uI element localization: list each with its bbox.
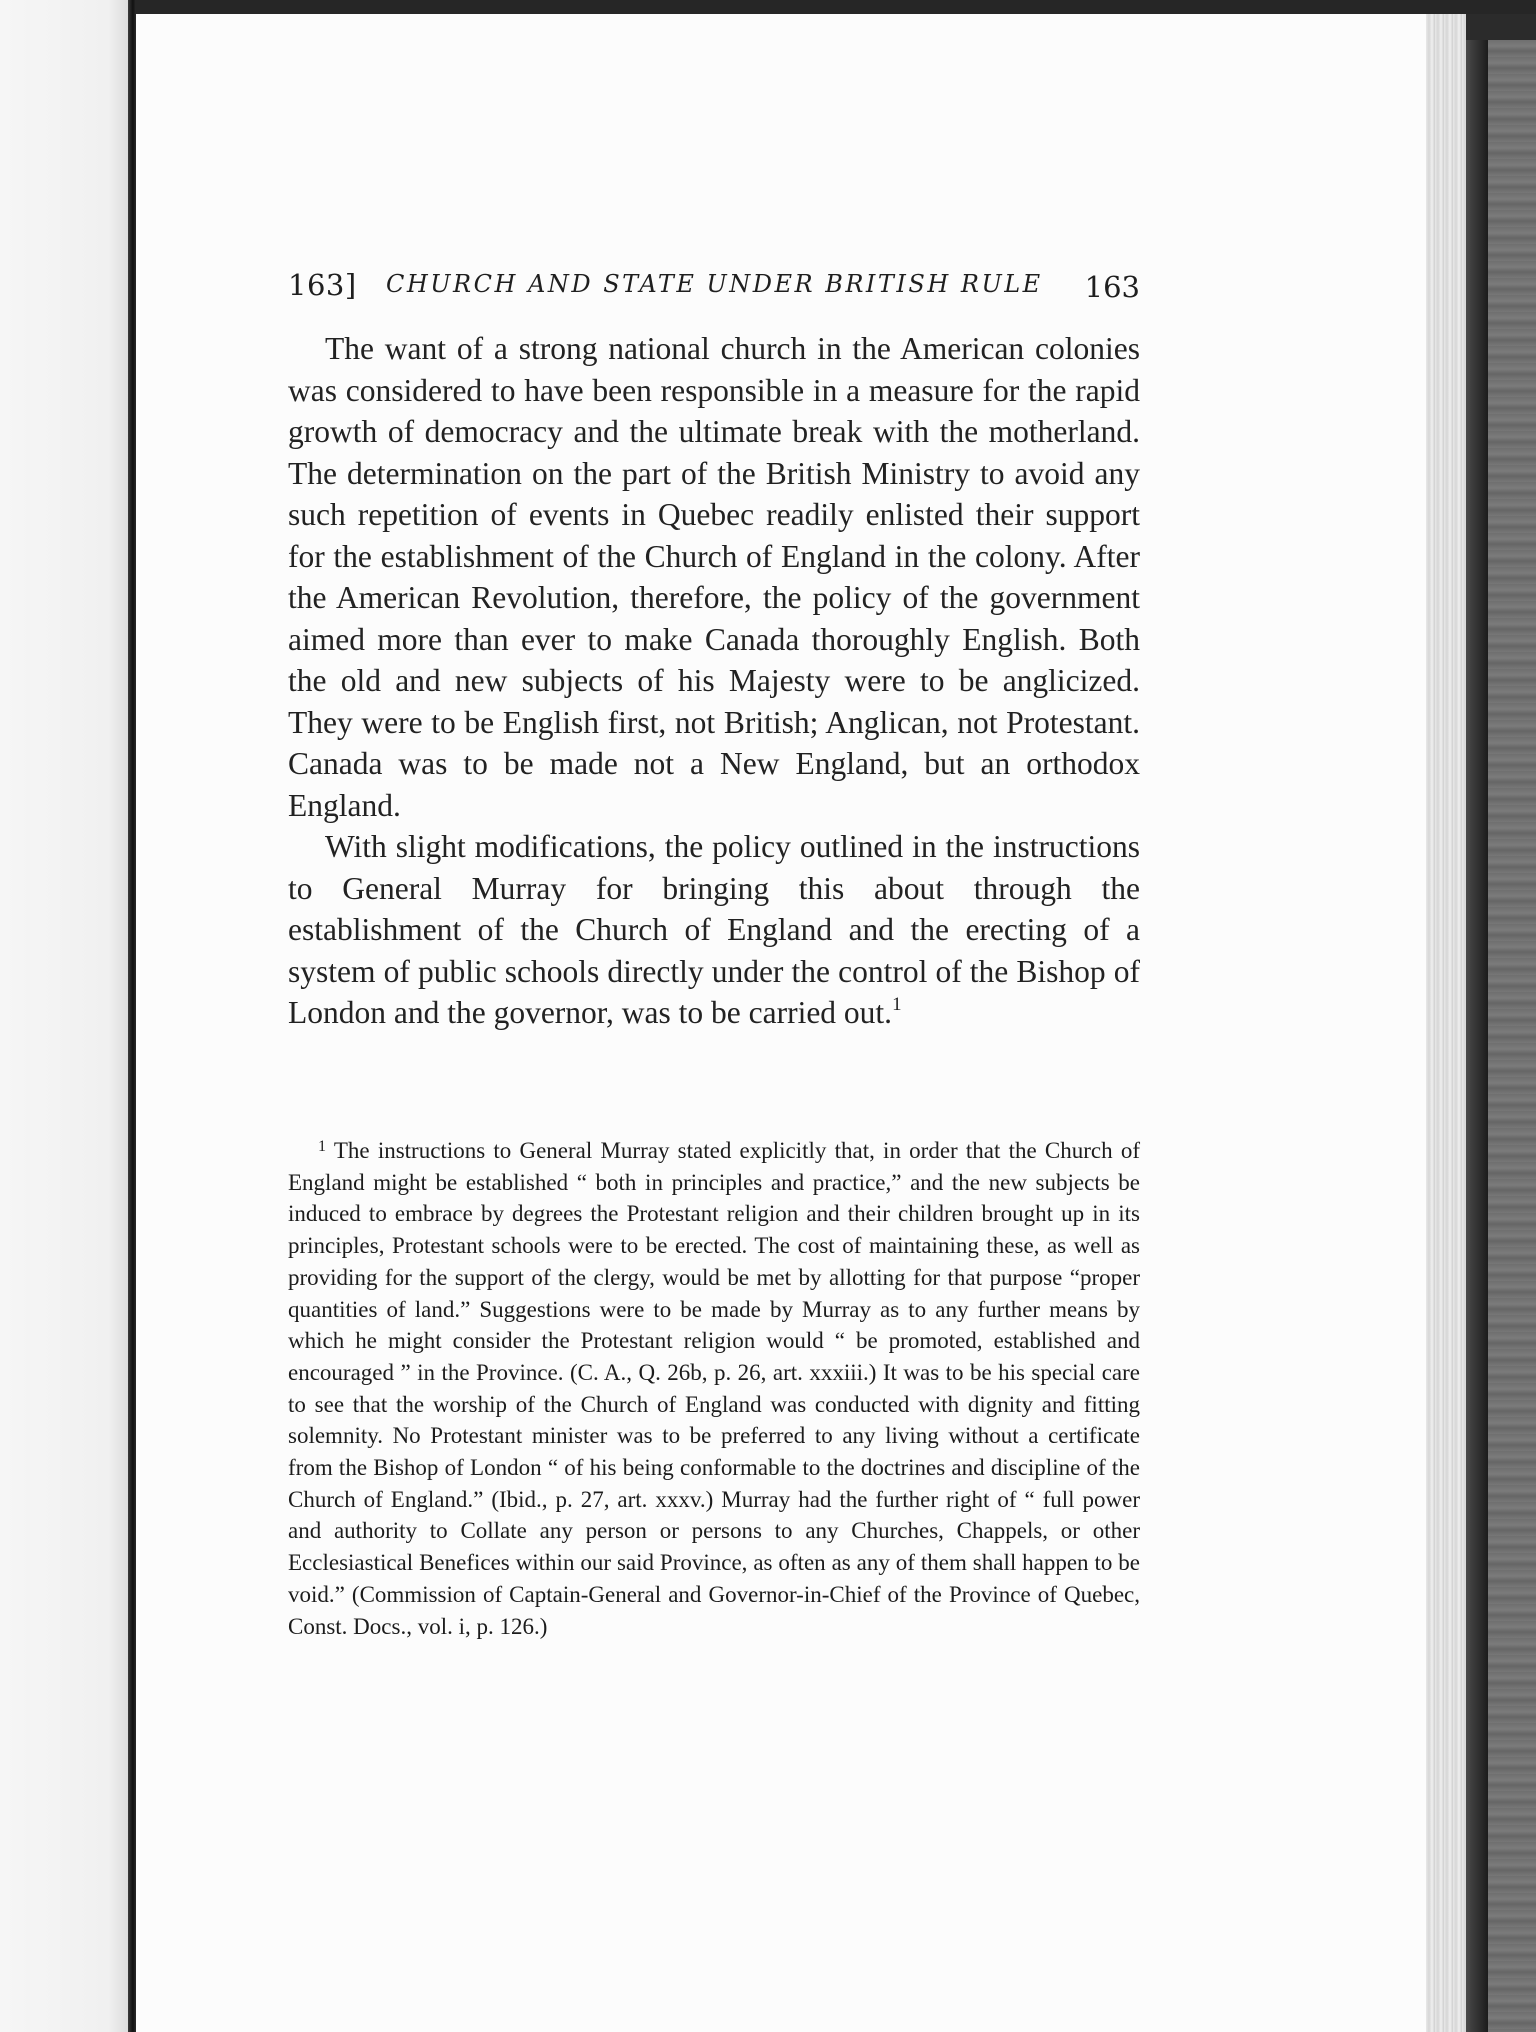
page-stack-edge bbox=[1426, 14, 1466, 2032]
book-gutter bbox=[128, 0, 136, 2032]
paragraph-2-text: With slight modifications, the policy outlined in the instructions to General Murray for bringing this about through the establishment of the Church of England and the erecting of a system of public schools directly under the control of the Bishop of London and the governor, was to be carried out. bbox=[288, 829, 1140, 1030]
book-cover bbox=[1488, 40, 1536, 2032]
running-head bbox=[288, 268, 1140, 312]
running-title: CHURCH AND STATE UNDER BRITISH RULE bbox=[386, 270, 1043, 298]
footnote-reference: 1 bbox=[892, 993, 902, 1015]
footnote-marker: 1 bbox=[318, 1137, 327, 1155]
footnote bbox=[288, 1135, 1140, 1642]
paragraph-1: The want of a strong national church in the American colonies was considered to have been responsible in a measure for the rapid growth of democracy and the ultimate break with the motherland. The determination on the part of the British Ministry to avoid any such repetition of events in Quebec readily enlisted their support for the establishment of the Church of England in the colony. After the American Revolution, therefore, the policy of the government aimed more than ever to make Canada thoroughly English. Both the old and new subjects of his Majesty were to be anglicized. They were to be English first, not British; Anglican, not Protestant. Canada was to be made not a New England, but an orthodox England. bbox=[288, 331, 1140, 823]
footnote-text: The instructions to General Murray stated explicitly that, in order that the Church of England might be established “ both in principles and practice,” and the new subjects be induced to embrace by degrees the Protestant religion and their children brought up in its principles, Protestant schools were to be erected. The cost of maintaining these, as well as providing for the support of the clergy, would be met by allotting for that purpose “proper quantities of land.” Suggestions were to be made by Murray as to any further means by which he might consider the Protestant religion would “ be promoted, established and encouraged ” in the Province. (C. A., Q. 26b, p. 26, art. xxxiii.) It was to be his special care to see that the worship of the Church of England was conducted with dignity and fitting solemnity. No Protestant minister was to be preferred to any living without a certificate from the Bishop of London “ of his being conformable to the doctrines and discipline of the Church of England.” (Ibid., p. 27, art. xxxv.) Murray had the further right of “ full power and authority to Collate any person or persons to any Churches, Chappels, or other Ecclesiastical Benefices within our said Province, as often as any of them shall happen to be void.” (Commission of Captain-General and Governor-in-Chief of the Province of Quebec, Const. Docs., vol. i, p. 126.) bbox=[288, 1138, 1140, 1639]
page-number-left: 163] bbox=[288, 268, 357, 302]
facing-page-edge bbox=[0, 0, 128, 2032]
page-number-right: 163 bbox=[1084, 270, 1140, 304]
cover-shadow bbox=[1466, 40, 1488, 2032]
cover-top-corner bbox=[1466, 14, 1536, 40]
scan-top-border bbox=[0, 0, 1536, 14]
paragraph-2 bbox=[288, 826, 1140, 1034]
main-text bbox=[288, 328, 1140, 1034]
